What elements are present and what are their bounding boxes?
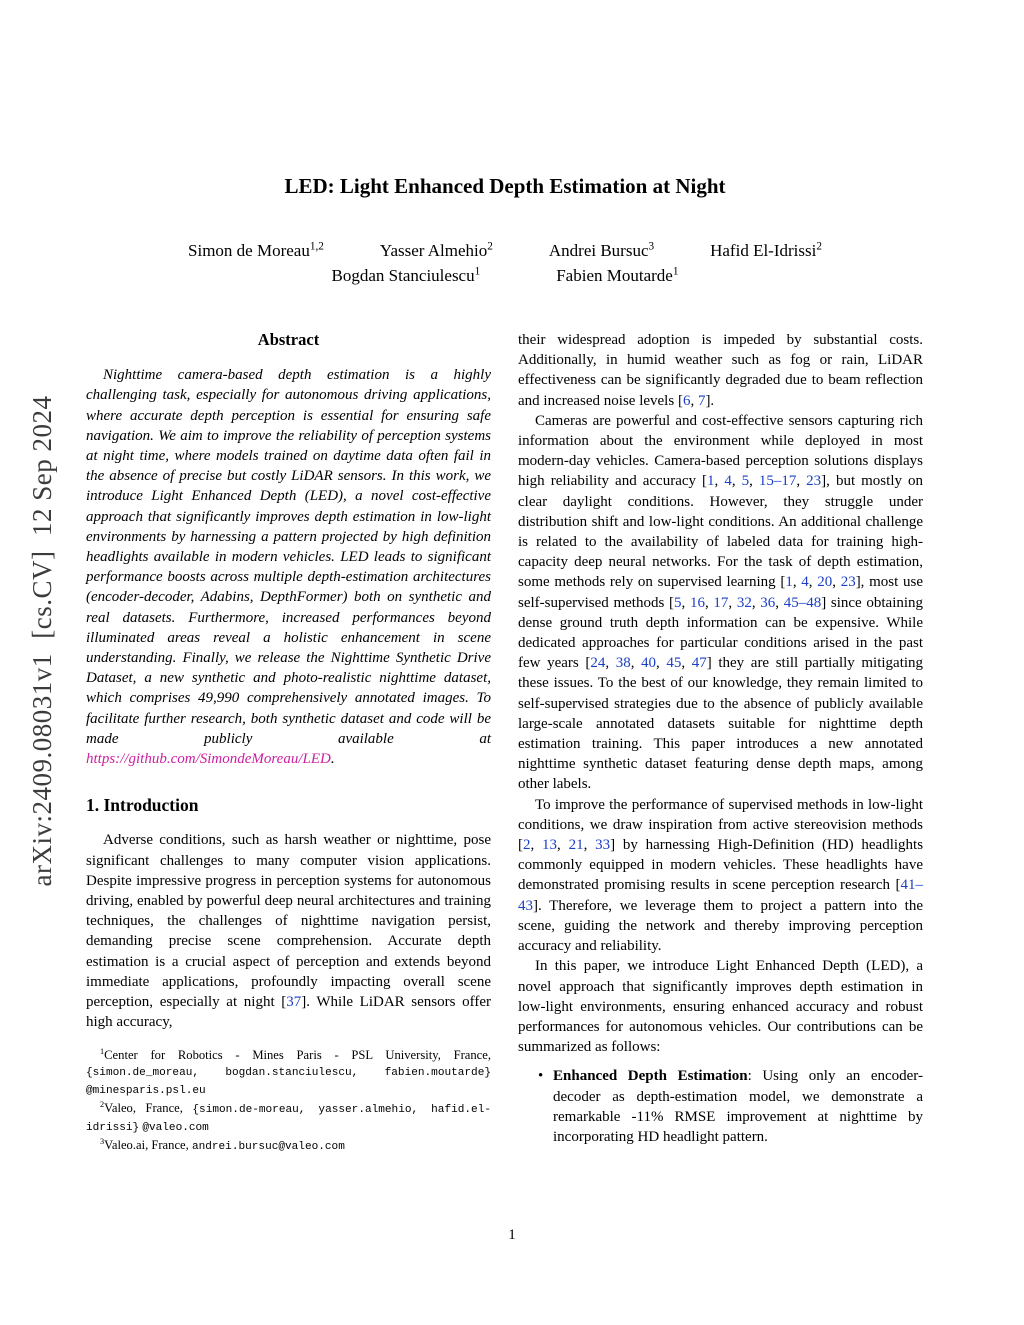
text-segment: ] since obtaining dense ground truth depth information can be expensive. While dedicated approaches for particular conditions arised in the past few years [ (518, 594, 924, 672)
paper-content (86, 0, 924, 1155)
bullet-icon: • (538, 1068, 544, 1085)
text-segment: Cameras are powerful and cost-effective sensors capturing rich information about the environment while deployed in most modern-day vehicles. Camera-based perception solutions displays high reliability and accuracy [ (518, 412, 923, 490)
text-segment: ], most use self-supervised methods [ (518, 574, 924, 611)
author-affiliation-sup: 2 (487, 240, 493, 253)
text-segment: , (583, 837, 596, 854)
footnote-marker: 1 (100, 1046, 105, 1056)
text-segment: Enhanced Depth Estimation (553, 1068, 748, 1085)
citation-link[interactable]: 7 (697, 392, 706, 409)
citation-link[interactable]: 17 (713, 594, 729, 611)
paragraph-stereovision (518, 795, 923, 957)
author-affiliation-sup: 1,2 (309, 240, 324, 253)
author-row-1 (86, 241, 924, 261)
citation-link[interactable]: 33 (595, 837, 611, 854)
citation-link[interactable]: 4 (801, 574, 809, 591)
arxiv-watermark: arXiv:2409.08031v1 [cs.CV] 12 Sep 2024 (27, 395, 57, 887)
citation-link[interactable]: 5 (674, 594, 682, 611)
text-segment: : Using only an encoder-decoder as depth-estimation model, we demonstrate a remarkable -11% RMSE improvement at nighttime by incorporating HD headlight pattern. (553, 1068, 923, 1145)
paragraph-cameras (518, 411, 923, 795)
text-segment: , (530, 837, 543, 854)
text-segment: ] by harnessing High-Definition (HD) headlights commonly equipped in modern vehicles. These headlights have demonstrated promising results in scene perception research [ (518, 837, 924, 894)
citation-link[interactable]: 4 (724, 473, 732, 490)
author (332, 266, 481, 286)
text-segment: , (630, 655, 642, 672)
author (380, 241, 493, 261)
text-segment: , (749, 473, 759, 490)
citation-link[interactable]: 21 (568, 837, 584, 854)
author-name: Hafid El-Idrissi (710, 241, 817, 260)
footnote-2 (86, 1100, 491, 1137)
citation-link[interactable]: 37 (286, 994, 302, 1011)
paper-title: LED: Light Enhanced Depth Estimation at Night (284, 174, 726, 198)
email-text: @valeo.com (142, 1122, 209, 1135)
paragraph-contributions: In this paper, we introduce Light Enhanced Depth (LED), a novel approach that significantly improves depth estimation in low-light environments, ensuring enhanced accuracy and robust performances for autonomous vehicles. Our contributions can be summarized as follows: (518, 958, 923, 1056)
author (188, 241, 324, 261)
footnote-marker: 2 (100, 1099, 105, 1109)
right-column (518, 330, 923, 1155)
text-segment: ], but mostly on clear daylight conditions. However, they struggle under distribution shift and low-light conditions. An additional challenge is related to the availability of labeled data for training high-capacity deep neural networks. For the task of depth estimation, some methods rely on supervised learning [ (518, 473, 924, 591)
author-affiliation-sup: 3 (648, 240, 655, 253)
text-segment: Valeo.ai, France, (104, 1137, 192, 1152)
citation-link[interactable]: 16 (689, 594, 705, 611)
author-name: Andrei Bursuc (548, 241, 649, 260)
citation-link[interactable]: 2 (523, 837, 531, 854)
citation-link[interactable]: 40 (641, 655, 657, 672)
text-segment: Valeo, France, (104, 1100, 193, 1115)
text-segment: , (690, 392, 698, 409)
text-segment: , (714, 473, 725, 490)
text-segment: , (681, 655, 692, 672)
citation-link[interactable]: 23 (840, 574, 856, 591)
url-link[interactable]: https://github.com/SimondeMoreau/LED (86, 751, 331, 768)
text-segment: , (832, 574, 841, 591)
text-segment: To improve the performance of supervised methods in low-light conditions, we draw inspiration from active stereovision methods [ (518, 796, 923, 854)
text-segment: . (330, 751, 335, 768)
author-name: Fabien Moutarde (556, 266, 673, 285)
text-segment: , (728, 594, 737, 611)
text-segment: Adverse conditions, such as harsh weather or nighttime, pose significant challenges to many computer vision applications. Despite impressive progress in perception systems for autonomous driving, enabled by powerful deep neural architectures and training techniques, the challenges of nighttime navigation persist, demanding precise scene comprehension. Accurate depth estimation is a crucial aspect of perception and extends beyond immediate applications, profoundly impacting overall scene perception, especially at night [ (86, 832, 491, 1011)
text-segment: ] they are still partially mitigating these issues. To the best of our knowledge, they remain limited to self-supervised strategies due to the absence of publicly available large-scale annotated datasets suitable for nighttime depth estimation training. This paper introduces a new annotated nighttime synthetic dataset featuring dense depth maps, among other labels. (518, 655, 924, 793)
contribution-list (534, 1066, 923, 1147)
citation-link[interactable]: 38 (615, 655, 631, 672)
footnote-3 (86, 1137, 491, 1155)
text-segment: , (731, 473, 742, 490)
footnote-marker: 3 (100, 1136, 105, 1146)
email-text: {simon.de_moreau, bogdan.stanciulescu, fabien.moutarde} (86, 1066, 491, 1079)
text-segment: Nighttime camera-based depth estimation is a highly challenging task, especially for autonomous driving applications, where accurate depth perception is essential for ensuring safe navigation. We aim to improve the reliability of perception systems at night time, where models trained on daytime data often fail in the absence of precise but costly LiDAR sensors. In this work, we introduce Light Enhanced Depth (LED), a novel cost-effective approach that significantly improves depth estimation in low-light environments by harnessing a pattern projected by high definition headlights available in modern vehicles. LED leads to significant performance boosts across multiple depth-estimation architectures (encoder-decoder, Adabins, DepthFormer) both on synthetic and real datasets. Furthermore, increased performances beyond illuminated areas reveal a holistic enhancement in scene understanding. Finally, we release the Nighttime Synthetic Drive Dataset, a new synthetic and photo-realistic nighttime dataset, which comprises 49,990 comprehensively annotated images. To facilitate further research, both synthetic dataset and code will be made publicly available at (86, 367, 491, 747)
email-text: @minesparis.psl.eu (86, 1085, 206, 1098)
paragraph-continuation (518, 330, 923, 411)
citation-link[interactable]: 1 (785, 574, 793, 591)
citation-link[interactable]: 1 (707, 473, 715, 490)
section-heading-introduction: 1. Introduction (86, 795, 199, 816)
abstract-text (86, 365, 491, 769)
author-name: Bogdan Stanciulescu (331, 266, 475, 285)
citation-link[interactable]: 47 (691, 655, 707, 672)
abstract-heading: Abstract (257, 330, 320, 349)
text-segment: ]. (705, 392, 715, 409)
paragraph-intro-1 (86, 830, 491, 1032)
author-row-2 (86, 266, 924, 286)
citation-link[interactable]: 5 (741, 473, 750, 490)
citation-link[interactable]: 13 (542, 837, 558, 854)
author-name: Yasser Almehio (379, 241, 488, 260)
citation-link[interactable]: 15–17 (758, 473, 797, 490)
two-column-layout (86, 330, 924, 1155)
author (549, 241, 654, 261)
text-segment: ]. While LiDAR sensors offer high accuracy, (86, 994, 491, 1031)
list-item-text (553, 1068, 923, 1145)
citation-link[interactable]: 23 (806, 473, 822, 490)
text-segment: , (656, 655, 667, 672)
author-affiliation-sup: 2 (816, 240, 822, 253)
author-block (86, 241, 924, 286)
text-segment: , (792, 574, 802, 591)
page-number: 1 (508, 1227, 516, 1243)
footnotes (86, 1047, 491, 1155)
list-item (534, 1066, 923, 1147)
citation-link[interactable]: 20 (817, 574, 833, 591)
text-segment: , (704, 594, 714, 611)
author-affiliation-sup: 1 (474, 265, 481, 278)
text-segment: , (751, 594, 761, 611)
citation-link[interactable]: 45 (666, 655, 682, 672)
citation-link[interactable]: 32 (736, 594, 752, 611)
citation-link[interactable]: 24 (590, 655, 606, 672)
citation-link[interactable]: 6 (682, 392, 691, 409)
email-text: andrei.bursuc@valeo.com (191, 1140, 345, 1153)
left-column (86, 330, 491, 1155)
text-segment: , (796, 473, 807, 490)
text-segment: Center for Robotics - Mines Paris - PSL University, France, (104, 1047, 491, 1062)
text-segment: ]. Therefore, we leverage them to project a pattern into the scene, guiding the network and thereby improving perception accuracy and reliability. (518, 897, 923, 955)
citation-link[interactable]: 36 (760, 594, 776, 611)
footnote-1 (86, 1047, 491, 1100)
text-segment: , (557, 837, 569, 854)
author-name: Simon de Moreau (188, 241, 310, 260)
text-segment: , (808, 574, 818, 591)
text-segment: , (775, 594, 784, 611)
author (710, 241, 822, 261)
text-segment: , (605, 655, 616, 672)
text-segment: , (681, 594, 690, 611)
citation-link[interactable]: 45–48 (783, 594, 822, 611)
text-segment: their widespread adoption is impeded by substantial costs. Additionally, in humid weather such as fog or rain, LiDAR effectiveness can be significantly degraded due to beam reflection and increased noise levels [ (518, 332, 923, 409)
author-affiliation-sup: 1 (672, 265, 679, 278)
citation-link[interactable]: 41–43 (518, 877, 923, 914)
author (556, 266, 678, 286)
email-text: {simon.de-moreau, yasser.almehio, hafid.el-idrissi} (86, 1103, 491, 1135)
